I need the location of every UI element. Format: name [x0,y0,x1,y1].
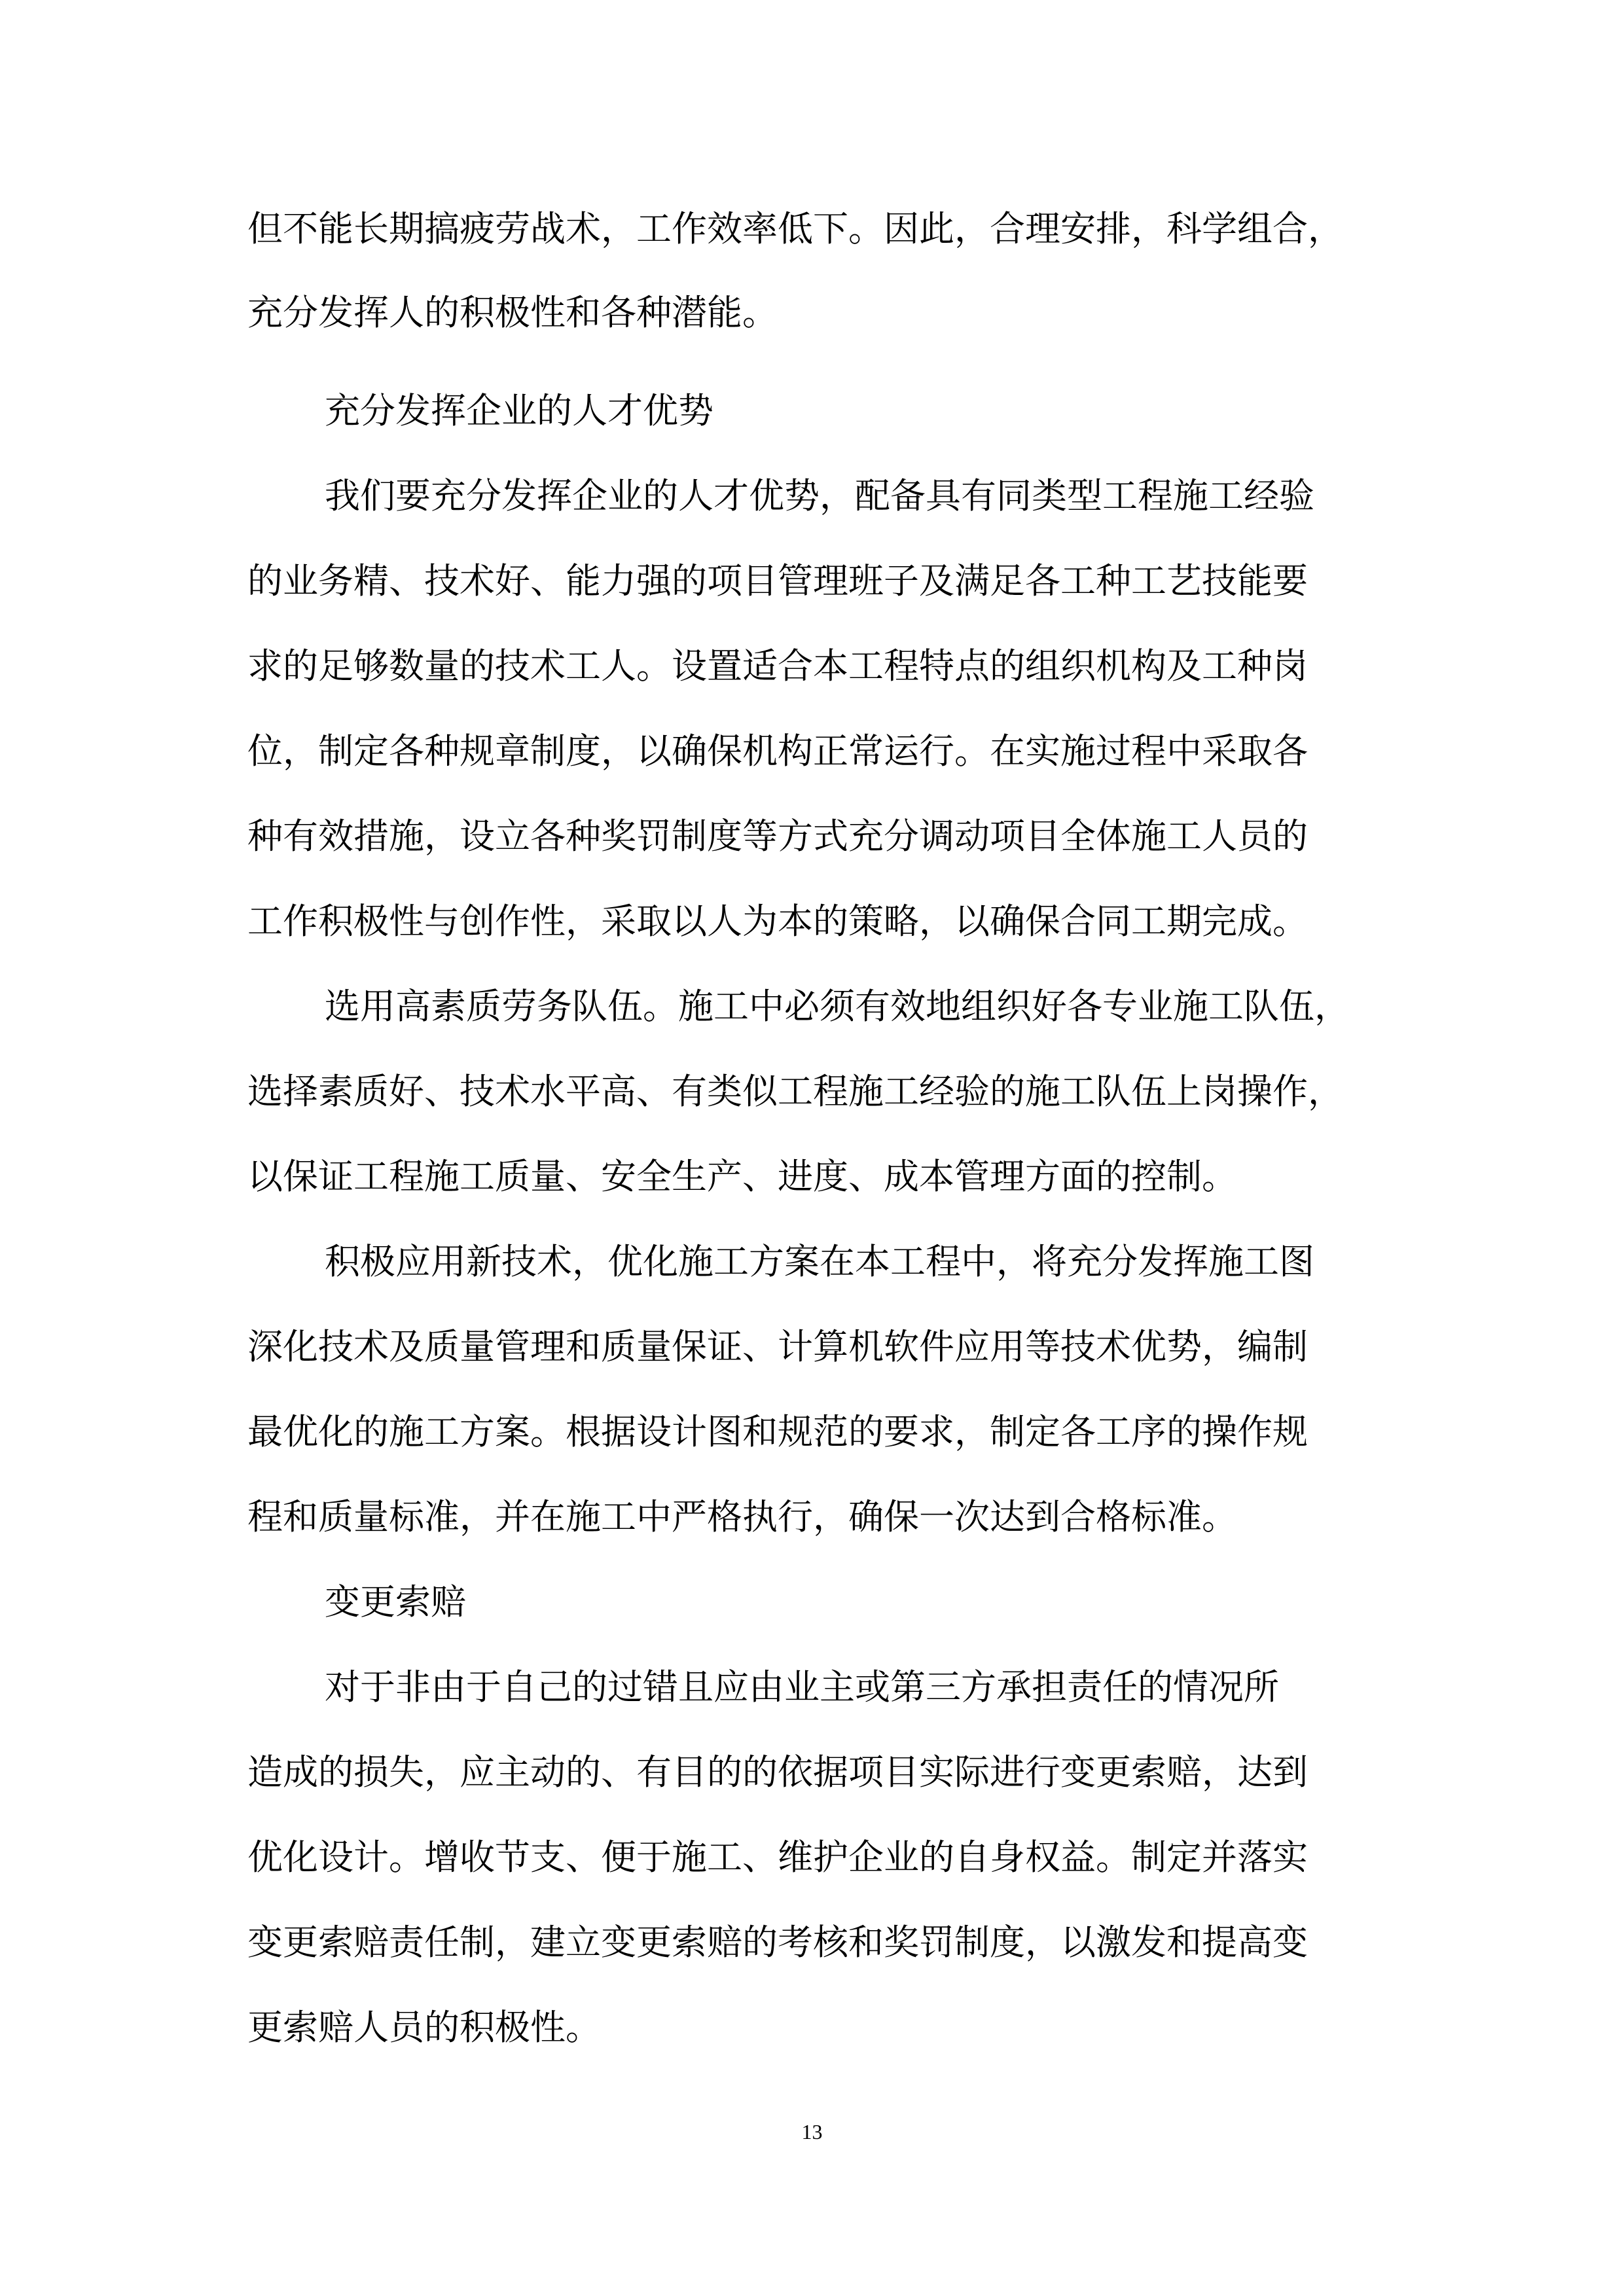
text-line-19: 造成的损失，应主动的、有目的的依据项目实际进行变更索赔，达到 [247,1751,1308,1793]
text-line-12: 以保证工程施工质量、安全生产、进度、成本管理方面的控制。 [247,1156,1237,1197]
text-line-14: 深化技术及质量管理和质量保证、计算机软件应用等技术优势，编制 [247,1326,1308,1367]
text-line-5: 的业务精、技术好、能力强的项目管理班子及满足各工种工艺技能要 [247,560,1308,601]
text-line-8: 种有效措施，设立各种奖罚制度等方式充分调动项目全体施工人员的 [247,816,1308,857]
text-line-13: 积极应用新技术，优化施工方案在本工程中，将充分发挥施工图 [325,1241,1314,1282]
text-line-21: 变更索赔责任制，建立变更索赔的考核和奖罚制度，以激发和提高变 [247,1922,1308,1963]
text-line-18: 对于非由于自己的过错且应由业主或第三方承担责任的情况所 [325,1666,1279,1708]
text-line-22: 更索赔人员的积极性。 [247,2007,601,2048]
text-line-20: 优化设计。增收节支、便于施工、维护企业的自身权益。制定并落实 [247,1837,1308,1878]
section-heading-claims: 变更索赔 [325,1581,466,1623]
text-line-10: 选用高素质劳务队伍。施工中必须有效地组织好各专业施工队伍， [325,986,1350,1027]
page-number: 13 [801,2120,823,2144]
text-line-4: 我们要充分发挥企业的人才优势，配备具有同类型工程施工经验 [325,475,1314,516]
text-line-15: 最优化的施工方案。根据设计图和规范的要求，制定各工序的操作规 [247,1411,1308,1452]
text-line-7: 位，制定各种规章制度，以确保机构正常运行。在实施过程中采取各 [247,730,1308,772]
text-line-6: 求的足够数量的技术工人。设置适合本工程特点的组织机构及工种岗 [247,645,1308,687]
text-line-1: 但不能长期搞疲劳战术，工作效率低下。因此，合理安排，科学组合， [247,208,1343,249]
text-line-9: 工作积极性与创作性，采取以人为本的策略，以确保合同工期完成。 [247,901,1308,942]
section-heading-talent: 充分发挥企业的人才优势 [325,390,713,431]
text-line-16: 程和质量标准，并在施工中严格执行，确保一次达到合格标准。 [247,1496,1237,1537]
text-line-2: 充分发挥人的积极性和各种潜能。 [247,292,778,333]
text-line-11: 选择素质好、技术水平高、有类似工程施工经验的施工队伍上岗操作， [247,1071,1343,1112]
